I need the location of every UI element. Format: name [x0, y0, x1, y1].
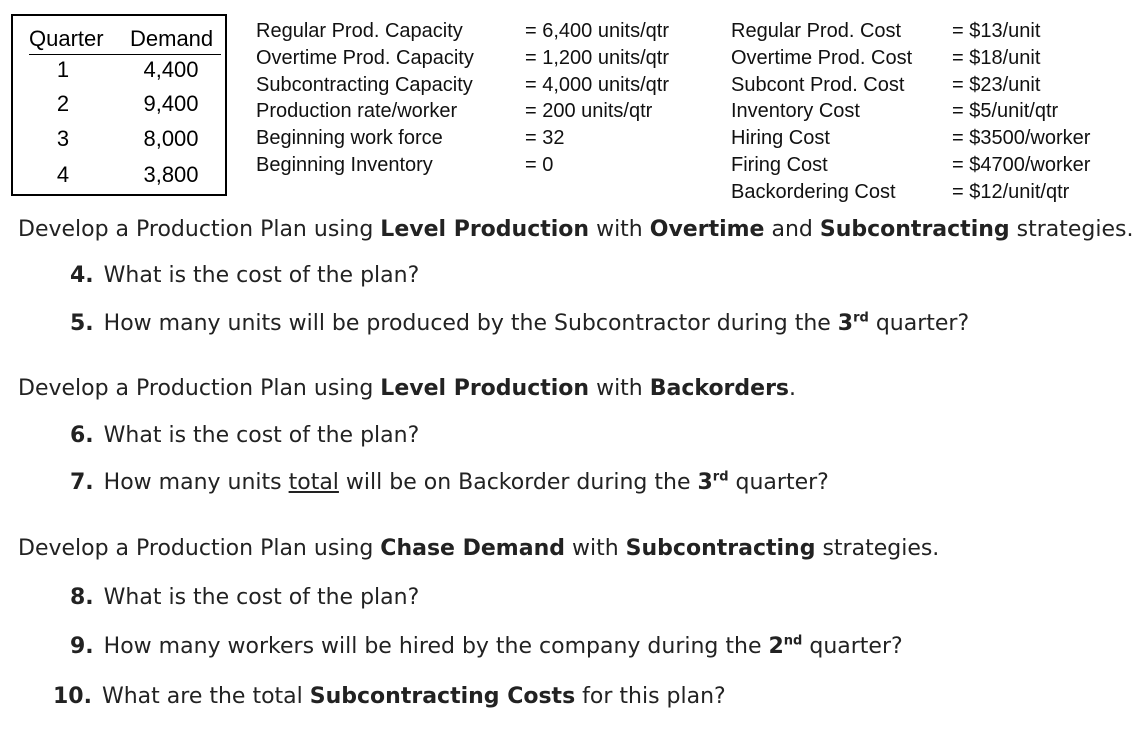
- intro-bold: Overtime: [649, 217, 765, 242]
- question-number: 10.: [53, 684, 92, 709]
- intro-bold: Chase Demand: [380, 536, 565, 561]
- param-value: = $23/unit: [952, 73, 1041, 96]
- question-text: for this plan?: [575, 684, 726, 709]
- underlined-word: total: [288, 470, 339, 495]
- param-label: Backordering Cost: [731, 180, 896, 203]
- question-text: What is the cost of the plan?: [103, 585, 420, 610]
- demand-cell: 8,000: [143, 126, 199, 151]
- param-value: = $12/unit/qtr: [952, 180, 1070, 203]
- param-value: = $13/unit: [952, 20, 1041, 42]
- demand-cell: 9,400: [143, 91, 199, 116]
- param-value: = 32: [525, 127, 565, 150]
- question-text: What is the cost of the plan?: [103, 423, 420, 448]
- table-row: [13, 126, 225, 160]
- param-value: = 0: [525, 153, 554, 176]
- question-10: [53, 684, 726, 709]
- demand-table: [11, 14, 227, 196]
- table-row: [13, 91, 225, 125]
- question-text: quarter?: [728, 470, 829, 495]
- question-number: 9.: [70, 634, 94, 659]
- intro-bold: Level Production: [380, 376, 590, 401]
- question-number: 6.: [70, 423, 94, 448]
- intro-text: with: [589, 376, 650, 401]
- question-bold: Subcontracting Costs: [309, 684, 576, 709]
- intro-text: Develop a Production Plan using: [18, 376, 381, 401]
- ordinal-number: 3: [697, 470, 713, 495]
- question-text: quarter?: [802, 634, 903, 659]
- section2-intro: [18, 376, 796, 401]
- question-number: 8.: [70, 585, 94, 610]
- intro-text: .: [789, 376, 797, 401]
- param-value: = $3500/worker: [952, 127, 1091, 150]
- question-number: 7.: [70, 470, 94, 495]
- param-label: Hiring Cost: [731, 127, 830, 150]
- question-5: [70, 311, 969, 336]
- quarter-cell: 1: [56, 57, 70, 82]
- intro-text: strategies.: [1009, 217, 1134, 242]
- capacity-labels: [256, 18, 474, 179]
- quarter-header: Quarter: [29, 26, 104, 51]
- question-8: [70, 585, 419, 610]
- param-label: Regular Prod. Cost: [731, 20, 902, 42]
- question-text: What are the total: [101, 684, 310, 709]
- param-value: = $5/unit/qtr: [952, 100, 1059, 123]
- demand-cell: 4,400: [143, 57, 199, 82]
- intro-text: with: [565, 536, 626, 561]
- question-6: [70, 423, 419, 448]
- ordinal-suffix: nd: [783, 633, 803, 649]
- param-label: Production rate/worker: [256, 100, 458, 123]
- param-label: Subcontracting Capacity: [256, 73, 473, 96]
- param-label: Regular Prod. Capacity: [256, 20, 463, 42]
- question-text: How many workers will be hired by the company during the: [103, 634, 769, 659]
- quarter-cell: 3: [56, 126, 70, 151]
- intro-text: with: [589, 217, 650, 242]
- table-row: [13, 57, 225, 91]
- quarter-cell: 2: [56, 91, 70, 116]
- param-label: Overtime Prod. Capacity: [256, 46, 474, 69]
- cost-labels: [731, 18, 912, 206]
- param-value: = 200 units/qtr: [525, 100, 653, 123]
- question-4: [70, 263, 419, 288]
- param-label: Inventory Cost: [731, 100, 860, 123]
- ordinal-number: 3: [837, 311, 854, 336]
- question-number: 4.: [70, 263, 94, 288]
- param-label: Overtime Prod. Cost: [731, 46, 913, 69]
- demand-header: Demand: [130, 26, 214, 51]
- intro-bold: Level Production: [380, 217, 590, 242]
- param-value: = 4,000 units/qtr: [525, 73, 669, 96]
- intro-bold: Backorders: [649, 376, 790, 401]
- intro-text: strategies.: [815, 536, 940, 561]
- question-7: [70, 470, 829, 495]
- header-underline: [29, 54, 221, 55]
- question-text: How many units will be produced by the Subcontractor during the: [103, 311, 838, 336]
- section1-intro: [18, 217, 1134, 242]
- intro-text: Develop a Production Plan using: [18, 536, 381, 561]
- param-value: = $4700/worker: [952, 153, 1091, 176]
- ordinal-number: 2: [768, 634, 784, 659]
- param-value: = 1,200 units/qtr: [525, 46, 669, 69]
- param-value: = 6,400 units/qtr: [525, 20, 669, 42]
- quarter-cell: 4: [56, 162, 70, 187]
- table-row: [13, 162, 225, 196]
- question-text: quarter?: [868, 311, 970, 336]
- question-text: will be on Backorder during the: [338, 470, 698, 495]
- intro-text: Develop a Production Plan using: [18, 217, 381, 242]
- intro-bold: Subcontracting: [819, 217, 1010, 242]
- ordinal-suffix: rd: [712, 469, 729, 485]
- param-label: Beginning Inventory: [256, 153, 433, 176]
- question-9: [70, 634, 903, 659]
- question-text: What is the cost of the plan?: [103, 263, 420, 288]
- section3-intro: [18, 536, 939, 561]
- question-text: How many units: [103, 470, 289, 495]
- intro-bold: Subcontracting: [625, 536, 816, 561]
- param-value: = $18/unit: [952, 46, 1041, 69]
- param-label: Subcont Prod. Cost: [731, 73, 905, 96]
- param-label: Firing Cost: [731, 153, 828, 176]
- question-number: 5.: [70, 311, 94, 336]
- demand-cell: 3,800: [143, 162, 199, 187]
- intro-text: and: [764, 217, 820, 242]
- capacity-values: [525, 18, 669, 179]
- cost-values: [952, 18, 1090, 206]
- param-label: Beginning work force: [256, 127, 443, 150]
- ordinal-suffix: rd: [853, 310, 869, 326]
